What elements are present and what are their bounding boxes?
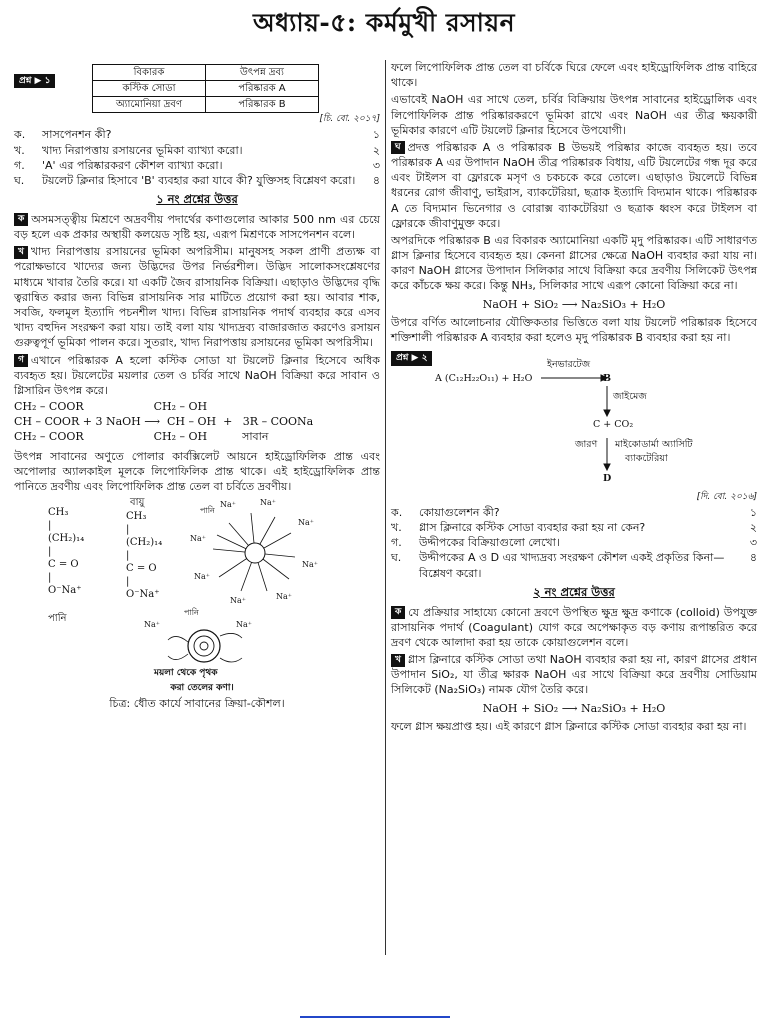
silica-equation-2: NaOH + SiO₂ ⟶ Na₂SiO₃ + H₂O [482, 701, 666, 715]
question-text: উদ্দীপকের বিক্রিয়াগুলো লেখো। [419, 536, 560, 550]
question-label: খ. [14, 143, 25, 157]
question-label: গ. [14, 158, 25, 172]
board-reference: [দি. বো. ২০১৬] [696, 491, 757, 502]
soap-molecule-2: CH₃ | (CH₂)₁₄ | C = O | O⁻Na⁺ [126, 511, 163, 601]
table-row [93, 97, 319, 113]
answer-ka [14, 212, 380, 242]
question-marks: ৩ [749, 536, 757, 550]
right-column [391, 60, 757, 736]
question-label: খ. [391, 521, 402, 535]
answer-badge: খ [391, 654, 405, 667]
equation-line: CH₂ – COOR CH₂ – OH [14, 400, 208, 414]
question-2-badge: প্রশ্ন ▶ ২ [391, 351, 432, 365]
question-marks: ২ [372, 143, 380, 157]
question-item [391, 550, 757, 580]
question-item [14, 173, 380, 188]
answer-gha [391, 140, 757, 231]
question-marks: ৪ [749, 551, 757, 565]
board-reference: [চি. বো. ২০১৭] [319, 114, 380, 124]
answer-2-kha [391, 652, 757, 698]
table-cell: পরিষ্কারক A [206, 81, 319, 97]
paragraph: অপরদিকে পরিষ্কারক B এর বিকারক অ্যামোনিয়া একটি মৃদু পরিষ্কারক। এটি সাধারণত গ্লাস ক্লিনার হিসেবে ব্যবহৃত হয়। কেননা গ্লাসের ক্ষেত্রে NaOH ব্যবহার করা যায় না। কারণ NaOH গ্লাসের উপাদান সিলিকার সাথে বিক্রিয়া করে দ্রবণীয় সিলিকেট উৎপন্ন করে কাঁচকে ক্ষয় করে। কিন্তু NH₃, সিলিকার সাথে এরূপ কোনো বিক্রিয়া করে না। [391, 233, 757, 293]
question-label: ঘ. [14, 173, 25, 187]
sodium-ion-label: Na⁺ [220, 500, 236, 510]
droplet-caption-1: ময়লা থেকে পৃথক [154, 668, 218, 679]
scheme-c: C + CO₂ [593, 418, 634, 430]
answer-text: যে প্রক্রিয়ার সাহায্যে কোনো দ্রবণে উপস্থিত ক্ষুদ্র ক্ষুদ্র কণাকে (colloid) উপযুক্ত রাসায়নিক পদার্থ (Coagulant) যোগ করে অপেক্ষাকৃত বড় কণায় রূপান্তরিত করে দ্রবণ থেকে আলাদা করা হয় তাকে কোয়াগুলেশন বলে। [391, 605, 757, 649]
answer-2-ka [391, 605, 757, 651]
equation-line: CH – COOR + 3 NaOH ⟶ CH – OH + 3R – COONa [14, 414, 314, 428]
question-1-badge: প্রশ্ন ▶ ১ [14, 74, 55, 88]
chapter-title: অধ্যায়-৫: কর্মমুখী রসায়ন [252, 8, 516, 37]
question-text: 'A' এর পরিষ্কারকরণ কৌশল ব্যাখ্যা করো। [42, 158, 223, 172]
question-1-header [14, 60, 380, 112]
paragraph: ফলে লিপোফিলিক প্রান্ত তেল বা চর্বিকে ঘিরে ফেলে এবং হাইড্রোফিলিক প্রান্ত বাহিরে থাকে। [391, 61, 757, 90]
question-label: গ. [391, 536, 402, 550]
question-label: ক. [391, 505, 403, 519]
sodium-ion-label: Na⁺ [302, 560, 318, 570]
oxidation-label: জারণ [575, 438, 598, 450]
question-text: কোয়াগুলেশন কী? [419, 505, 500, 519]
table-header: বিকারক [93, 65, 206, 81]
sodium-ion-label: Na⁺ [260, 498, 276, 508]
answer-kha [14, 244, 380, 350]
answer-ga [14, 353, 380, 399]
question-text: উদ্দীপকের A ও D এর খাদ্যদ্রব্য সংরক্ষণ কৌশল একই প্রকৃতির কিনা— বিশ্লেষণ করো। [419, 551, 725, 580]
enzyme-bacteria: ব্যাকটেরিয়া [625, 452, 668, 464]
answer-text: এখানে পরিষ্কারক A হলো কস্টিক সোডা যা টয়লেট ক্লিনার হিসেবে অধিক ব্যবহৃত হয়। টয়লেটের ময়লার তেল ও চর্বির সাথে NaOH বিক্রিয়া করে সাবান ও গ্লিসারিন উৎপন্ন করে। [14, 353, 380, 397]
question-text: খাদ্য নিরাপত্তায় রসায়নের ভূমিকা ব্যাখ্যা করো। [42, 143, 243, 157]
enzyme-mycoderma: মাইকোডার্মা অ্যাসিটি [615, 438, 693, 450]
paragraph: উপরে বর্ণিত আলোচনার যৌক্তিকতার ভিত্তিতে বলা যায় টয়লেট পরিষ্কারক হিসেবে শক্তিশালী পরিষ্কারক A ব্যবহার করা হলেও মৃদু পরিষ্কারক B ব্যবহার করা হয় না। [391, 315, 757, 344]
question-marks: ১ [749, 505, 757, 519]
answer-badge: গ [14, 354, 28, 367]
enzyme-zymase: জাইমেজ [613, 390, 647, 402]
sodium-ion-label: Na⁺ [276, 592, 292, 602]
reagent-table [92, 64, 319, 113]
figure-caption: চিত্র: ধৌত কার্যে সাবানের ক্রিয়া-কৌশল। [109, 697, 285, 711]
sodium-ion-label: Na⁺ [194, 572, 210, 582]
question-label: ঘ. [391, 551, 402, 565]
scheme-b: B [603, 372, 612, 384]
enzyme-invertase: ইনভারটেজ [547, 358, 591, 370]
sodium-ion-label: Na⁺ [144, 620, 160, 630]
answer-ga-continued: উৎপন্ন সাবানের অণুতে পোলার কার্বক্সিলেট আয়নে হাইড্রোফিলিক প্রান্ত এবং অপোলার অ্যালকাইল মূলকে লিপোফিলিক প্রান্ত থাকে। এই হাইড্রোফিলিক প্রান্ত পানিতে দ্রবণীয় এবং লিপোফিলিক প্রান্ত তেল বা চর্বিতে দ্রবণীয়। [14, 449, 380, 493]
air-label: বায়ু [130, 497, 145, 509]
question-item [391, 535, 757, 550]
question-marks: ৩ [372, 158, 380, 172]
question-text: সাসপেনশন কী? [42, 128, 112, 142]
question-marks: ২ [749, 521, 757, 535]
answer-badge: ক [391, 606, 405, 619]
question-label: ক. [14, 128, 26, 142]
answer-badge: খ [14, 246, 28, 259]
paragraph: এভাবেই NaOH এর সাথে তেল, চর্বির বিক্রিয়ায় উৎপন্ন সাবানের হাইড্রোলিক এবং লিপোফিলিক প্রান্ত পরিষ্কারকরণে ভূমিকা রাখে এবং NaOH এর তীব্র ক্ষয়কারী ভূমিকার কারণে এটি টয়লেট ক্লিনার হিসেবে উপযোগী। [391, 93, 757, 137]
footer-line [300, 1016, 450, 1018]
answer-text: খাদ্য নিরাপত্তায় রসায়নের ভূমিকা অপরিসীম। মানুষসহ সকল প্রাণী প্রত্যক্ষ বা পরোক্ষভাবে খাদ্যের জন্য উদ্ভিদের উপর নির্ভরশীল। উদ্ভিদ সালোকসংশ্লেষণের মাধ্যমে খাবার তৈরি করে। যা একটি জৈব রাসায়নিক বিক্রিয়া। এছাড়াও উদ্ভিদের বৃদ্ধি ত্বরান্বিত করার জন্য বিভিন্ন রাসায়নিক সার মাটিতে প্রয়োগ করা হয়। আবার শাক, সবজি, ফলমূল ইত্যাদি পচনশীল খাদ্য। বিভিন্ন রাসায়নিক পদার্থ ব্যবহার করে এসব খাদ্য বহুদিন সংরক্ষণ করা যায়। তাই বলা যায় খাদ্যদ্রব্য বাজারজাত করণেও রসায়ন গুরুত্বপূর্ণ ভূমিকা পালন করে। সুতরাং, খাদ্য নিরাপত্তায় রসায়নের ভূমিকা অপরিসীম। [14, 245, 380, 350]
table-row [93, 81, 319, 97]
left-column [14, 60, 380, 712]
silica-equation: NaOH + SiO₂ ⟶ Na₂SiO₃ + H₂O [482, 297, 666, 311]
question-item [14, 158, 380, 173]
sodium-ion-label: Na⁺ [298, 518, 314, 528]
question-item [14, 143, 380, 158]
question-item [391, 505, 757, 520]
droplet-water-label: পানি [184, 608, 199, 618]
question-text: গ্লাস ক্লিনারে কস্টিক সোডা ব্যবহার করা হয় না কেন? [419, 521, 646, 535]
equation-line: CH₂ – COOR CH₂ – OH সাবান [14, 429, 269, 443]
soap-action-figure [14, 496, 380, 682]
table-cell: অ্যামোনিয়া দ্রবণ [93, 97, 206, 113]
table-header: উৎপন্ন দ্রব্য [206, 65, 319, 81]
answer-text: অসমসত্ত্বীয় মিশ্রণে অদ্রবণীয় পদার্থের কণাগুলোর আকার 500 nm এর চেয়ে বড় হলে এক প্রকার অস্থায়ী কলয়েড সৃষ্টি হয়, এরূপ মিশ্রণকে সাসপেনশন বলে। [14, 212, 380, 242]
table-cell: কস্টিক সোডা [93, 81, 206, 97]
micelle-water-label: পানি [200, 506, 215, 516]
column-divider [385, 60, 386, 955]
answer-2-heading: ২ নং প্রশ্নের উত্তর [533, 584, 615, 599]
sodium-ion-label: Na⁺ [230, 596, 246, 606]
answer-text: গ্লাস ক্লিনারে কস্টিক সোডা তথা NaOH ব্যবহার করা হয় না, কারণ গ্লাসের প্রধান উপাদান SiO₂, যা তীব্র ক্ষারক NaOH এর সাথে বিক্রিয়া করে দ্রবণীয় সোডিয়াম সিলিকেট (Na₂SiO₃) নামক যৌগ তৈরি করে। [391, 653, 757, 697]
sodium-ion-label: Na⁺ [236, 620, 252, 630]
scheme-d: D [603, 472, 612, 484]
question-item [14, 127, 380, 142]
question-marks: ১ [372, 128, 380, 142]
water-label: পানি [48, 613, 67, 625]
question-marks: ৪ [372, 173, 380, 187]
sodium-ion-label: Na⁺ [190, 534, 206, 544]
answer-badge: ঘ [391, 141, 405, 154]
soap-molecule-1: CH₃ | (CH₂)₁₄ | C = O | O⁻Na⁺ [48, 507, 85, 597]
question-text: টয়লেট ক্লিনার হিসাবে 'B' ব্যবহার করা যাবে কী? যুক্তিসহ বিশ্লেষণ করো। [42, 173, 356, 187]
answer-1-heading: ১ নং প্রশ্নের উত্তর [156, 192, 238, 207]
droplet-caption-2: করা তেলের কণা। [170, 683, 234, 694]
table-row [93, 65, 319, 81]
answer-text: প্রদত্ত পরিষ্কারক A ও পরিষ্কারক B উভয়ই পরিষ্কার কাজে ব্যবহৃত হয়। তবে পরিষ্কারক A এর উপাদান NaOH তীব্র পরিষ্কারক বিধায়, এটি টয়লেটের গন্ধ দূর করে এবং টাইলস বা ফ্লোরকে মসৃণ ও চকচকে করে তোলে। এছাড়াও টয়লেটে বিভিন্ন ধরনের রোগ জীবাণু, ভাইরাস, ব্যাকটেরিয়া, ছত্রাক ইত্যাদি বিদ্যমান থাকে। পরিষ্কারক A তে বিদ্যমান ভিনেগার ও বোরাক্স ব্যাকটেরিয়া ও ছত্রাক ধ্বংস করে টাইলস বা ফ্লোরকে জীবাণুমুক্ত করে। [391, 140, 757, 230]
saponification-equation [14, 400, 380, 445]
paragraph: ফলে গ্লাস ক্ষয়প্রাপ্ত হয়। এই কারণে গ্লাস ক্লিনারে কস্টিক সোডা ব্যবহার করা হয় না। [391, 719, 747, 733]
answer-badge: ক [14, 213, 28, 226]
question-item [391, 520, 757, 535]
scheme-start: A (C₁₂H₂₂O₁₁) + H₂O [435, 372, 533, 384]
table-cell: পরিষ্কারক B [206, 97, 319, 113]
